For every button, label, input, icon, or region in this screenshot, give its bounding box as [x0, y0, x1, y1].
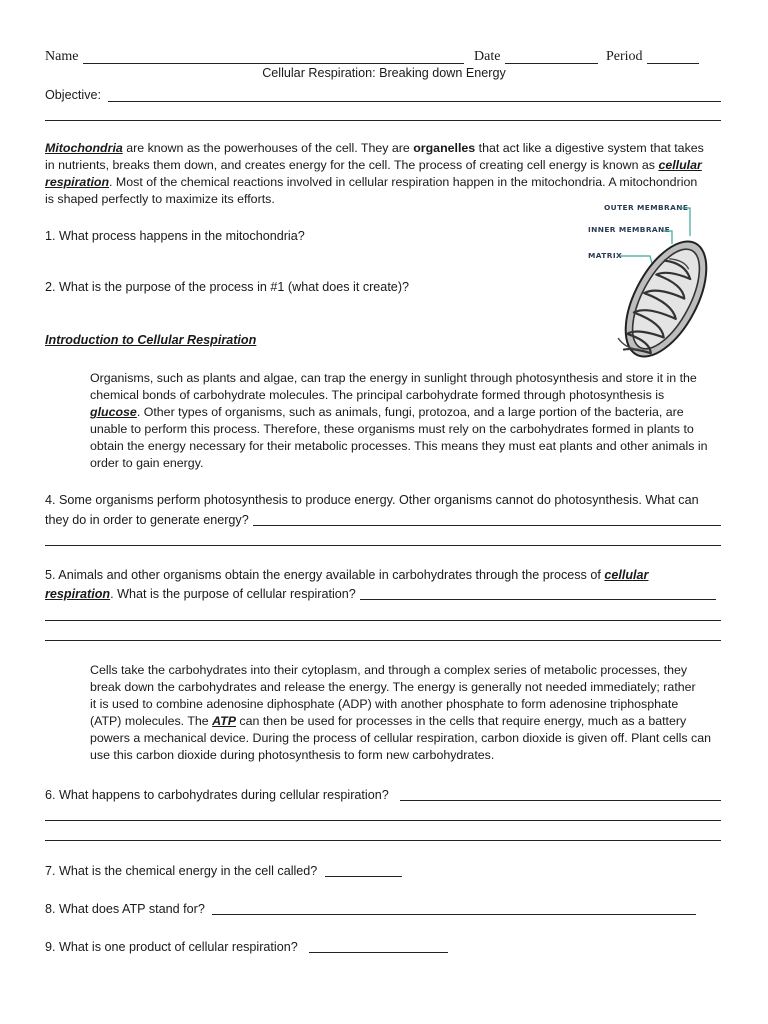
- question-6: 6. What happens to carbohydrates during cellular respiration?: [45, 788, 389, 802]
- answer-4-line-1[interactable]: [253, 525, 721, 526]
- objective-field-line-2[interactable]: [45, 120, 721, 121]
- answer-5-line-3[interactable]: [45, 640, 721, 641]
- term-cellular: cellular: [658, 158, 702, 172]
- term-organelles: organelles: [413, 141, 476, 155]
- question-5-line-1: 5. Animals and other organisms obtain the energy available in carbohydrates through the process of cellular: [45, 568, 649, 582]
- question-8: 8. What does ATP stand for?: [45, 902, 205, 916]
- answer-6-line-1[interactable]: [400, 800, 721, 801]
- intro-cellular-respiration-paragraph: Organisms, such as plants and algae, can trap the energy in sunlight through photosynthesis and store it in the chemical bonds of carbohydrate molecules. The principal carbohydrate formed through photosynthesis is glucose. Other types of organisms, such as animals, fungi, protozoa, and a large portion of the bacteria, are unable to perform this process. Therefore, these organisms must rely on the carbohydrates formed in plants to obtain the energy necessary for their metabolic processes. This means they must eat plants and other animals in order to gain energy.: [90, 371, 708, 470]
- name-label: Name: [45, 49, 79, 64]
- atp-paragraph: Cells take the carbohydrates into their cytoplasm, and through a complex series of metabolic processes, they break down the carbohydrates and release the energy. The energy is generally not needed immediately; rather it is used to combine adenosine diphosphate (ADP) with another phosphate to form adenosine triphosphate (ATP) molecules. The ATP can then be used for processes in the cells that require energy, much as a battery powers a mechanical device. During the process of cellular respiration, carbon dioxide is given off. Plant cells can use this carbon dioxide during photosynthesis to form new carbohydrates.: [90, 663, 712, 762]
- question-4-line-2: they do in order to generate energy?: [45, 513, 249, 527]
- date-field[interactable]: [505, 63, 598, 64]
- objective-label: Objective:: [45, 88, 101, 102]
- period-field[interactable]: [647, 63, 699, 64]
- term-cellular-q5: cellular: [604, 568, 649, 582]
- term-respiration-q5: respiration: [45, 587, 111, 601]
- question-5-line-2: respiration. What is the purpose of cellular respiration?: [45, 587, 356, 601]
- answer-6-line-2[interactable]: [45, 820, 721, 821]
- term-glucose: glucose: [90, 405, 137, 419]
- term-respiration: respiration: [45, 175, 110, 189]
- answer-9-line[interactable]: [309, 952, 448, 953]
- intro-paragraph: Mitochondria are known as the powerhouses of the cell. They are organelles that act like a digestive system that takes in nutrients, breaks them down, and creates energy for the cell. The process of creating cell energy is known as cellular respiration. Most of the chemical reactions involved in cellular respiration happen in the mitochondria. A mitochondrion is shaped perfectly to maximize its efforts.: [45, 141, 704, 206]
- answer-5-line-1[interactable]: [360, 599, 716, 600]
- answer-7-line[interactable]: [325, 876, 402, 877]
- date-label: Date: [474, 49, 501, 64]
- mitochondrion-illustration: [580, 196, 720, 366]
- answer-4-line-2[interactable]: [45, 545, 721, 546]
- term-atp: ATP: [212, 714, 236, 728]
- section-heading: Introduction to Cellular Respiration: [45, 333, 257, 347]
- label-inner-membrane: INNER MEMBRANE: [588, 225, 671, 234]
- name-field[interactable]: [83, 63, 464, 64]
- answer-6-line-3[interactable]: [45, 840, 721, 841]
- mitochondrion-diagram: [580, 196, 720, 366]
- answer-5-line-2[interactable]: [45, 620, 721, 621]
- question-4-line-1: 4. Some organisms perform photosynthesis to produce energy. Other organisms cannot do photosynthesis. What can: [45, 493, 699, 507]
- term-mitochondria: Mitochondria: [45, 141, 123, 155]
- question-9: 9. What is one product of cellular respiration?: [45, 940, 298, 954]
- objective-field-line-1[interactable]: [108, 101, 721, 102]
- label-outer-membrane: OUTER MEMBRANE: [604, 203, 689, 212]
- question-2: 2. What is the purpose of the process in #1 (what does it create)?: [45, 280, 410, 294]
- question-1: 1. What process happens in the mitochondria?: [45, 229, 305, 243]
- label-matrix: MATRIX: [588, 251, 623, 260]
- question-7: 7. What is the chemical energy in the cell called?: [45, 864, 318, 878]
- page-title: Cellular Respiration: Breaking down Energy: [262, 66, 506, 80]
- period-label: Period: [606, 49, 643, 64]
- answer-8-line[interactable]: [212, 914, 696, 915]
